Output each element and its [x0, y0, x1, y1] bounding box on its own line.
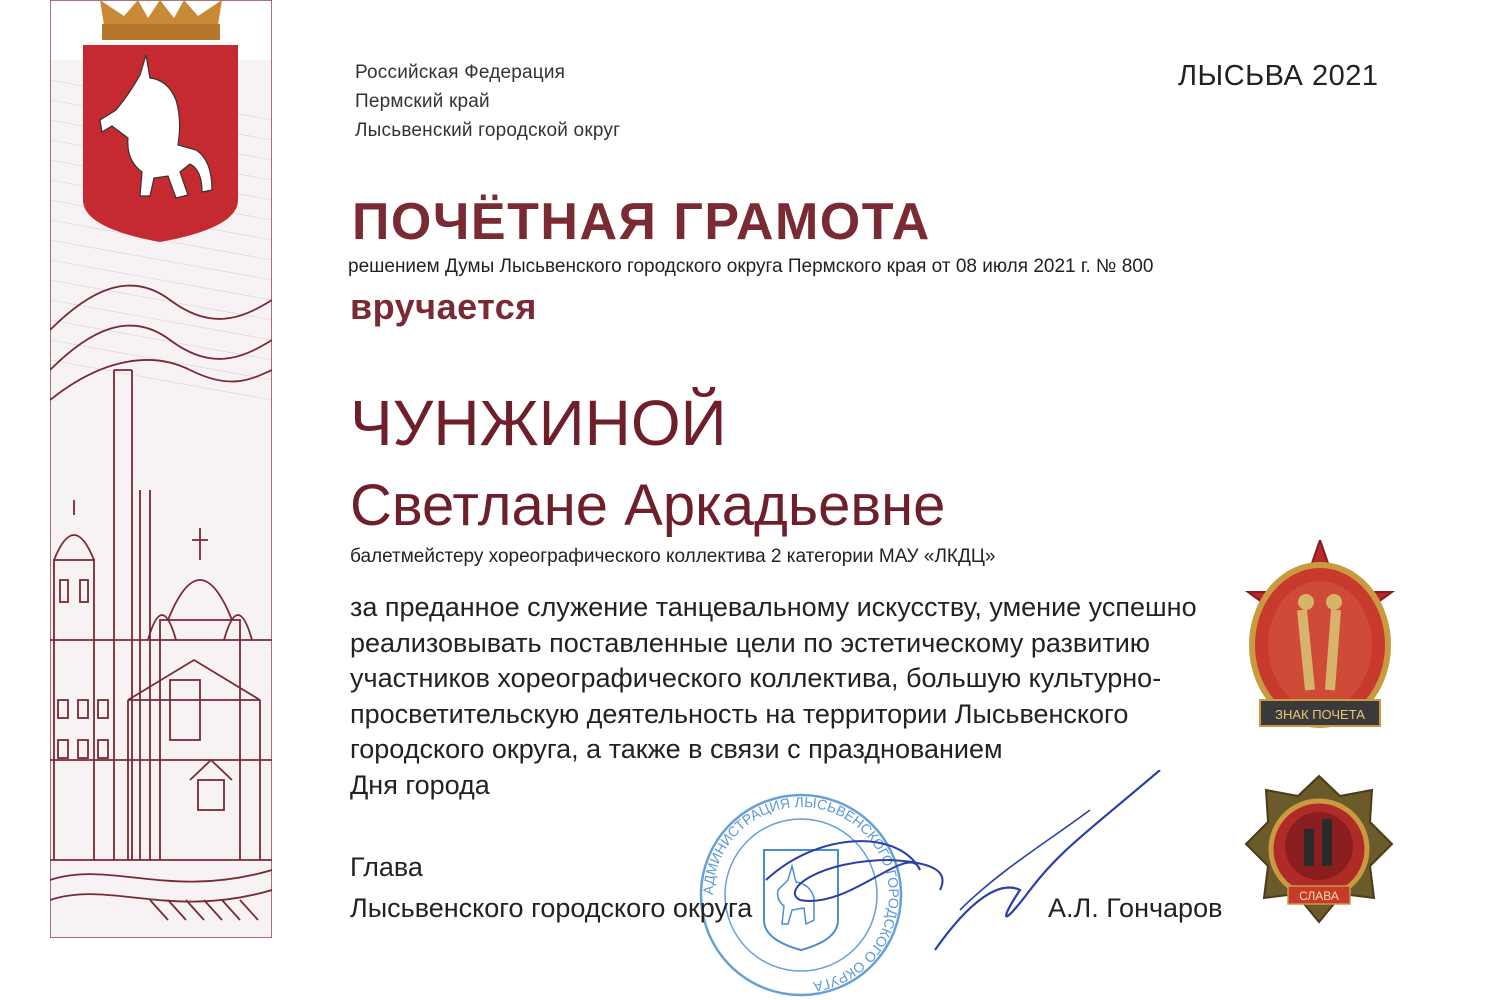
- reason-line: Дня города: [350, 769, 490, 800]
- city-year: ЛЫСЬВА 2021: [1178, 60, 1379, 92]
- certificate-title: ПОЧЁТНАЯ ГРАМОТА: [352, 193, 931, 251]
- znak-pocheta-badge-icon: [1240, 540, 1400, 740]
- reason-line: просветительскую деятельность на территории Лысьвенского: [350, 698, 1129, 729]
- stamp-text: АДМИНИСТРАЦИЯ ЛЫСЬВЕНСКОГО ГОРОДСКОГО ОКРУГА: [699, 793, 903, 996]
- reason-line: за преданное служение танцевальному искусству, умение успешно: [350, 592, 1197, 622]
- signer-title-line2: Лысьвенского городского округа: [350, 893, 753, 923]
- badge-glory-text: СЛАВА: [1299, 889, 1339, 903]
- municipality-name: Лысьвенский городской округ: [355, 120, 621, 141]
- region-block: [355, 58, 620, 145]
- reason-line: реализовывать поставленные цели по эстетическому развитию: [350, 627, 1151, 658]
- recipient-given-name: Светлане Аркадьевне: [350, 473, 946, 538]
- unicorn-coat-of-arms-icon: [78, 0, 243, 245]
- reason-line: городского округа, а также в связи с празднованием: [350, 734, 1003, 764]
- handwritten-signature: [760, 770, 1180, 960]
- signer-name: А.Л. Гончаров: [1048, 893, 1223, 923]
- country-name: Российская Федерация: [355, 62, 566, 83]
- recipient-position: балетмейстеру хореографического коллектива 2 категории МАУ «ЛКДЦ»: [350, 546, 996, 567]
- badge-honor-text: ЗНАК ПОЧЕТА: [1275, 707, 1365, 722]
- awarded-text: вручается: [350, 286, 537, 327]
- recipient-surname: ЧУНЖИНОЙ: [350, 387, 727, 459]
- reason-line: участников хореографического коллектива, большую культурно-: [350, 663, 1162, 693]
- region-name: Пермский край: [355, 91, 490, 112]
- signer-title-line1: Глава: [350, 852, 423, 882]
- decision-text: решением Думы Лысьвенского городского округа Пермского края от 08 июля 2021 г. № 800: [348, 256, 1154, 277]
- slava-badge-icon: [1244, 774, 1394, 924]
